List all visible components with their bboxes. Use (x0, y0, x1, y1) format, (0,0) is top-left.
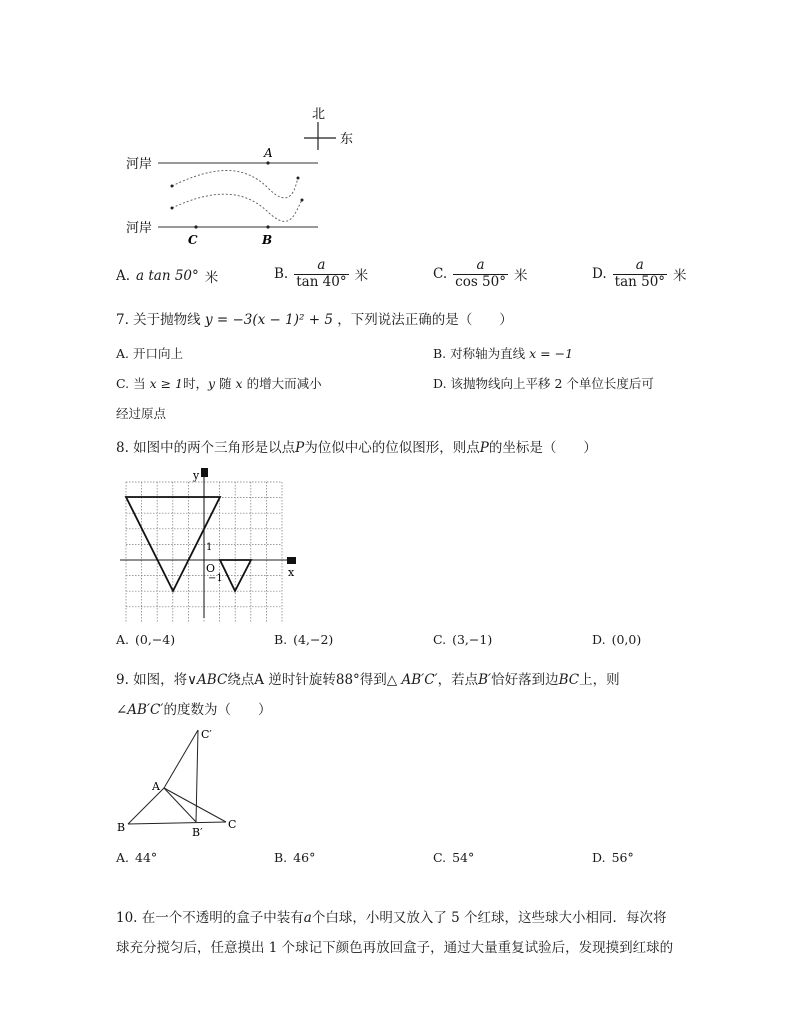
point-b-label: B (262, 233, 273, 247)
segment-ac (164, 788, 226, 822)
y-axis-label: y (193, 469, 200, 482)
q7-option-a[interactable]: A. 开口向上 (116, 346, 183, 361)
segment-bc (128, 822, 226, 824)
option-unit: 米 (354, 268, 369, 285)
river-curve-lower (172, 194, 302, 221)
q9-option-c[interactable]: C. 54° (433, 850, 475, 865)
compass-icon (304, 122, 336, 150)
option-letter: A. (116, 268, 131, 284)
river-dot (171, 207, 174, 210)
option-unit: 米 (204, 270, 219, 286)
q9-option-a[interactable]: A. 44° (116, 850, 158, 865)
bank-bottom-label: 河岸 (126, 221, 153, 236)
label-b-prime: B′ (192, 826, 203, 839)
q7-option-b[interactable]: B. 对称轴为直线 x = −1 (433, 346, 574, 361)
segment-ab (128, 788, 164, 824)
label-b: B (117, 821, 126, 834)
q7-option-c[interactable]: C. 当 x ≥ 1时，y 随 x 的增大而减小 (116, 376, 322, 391)
compass-east-label: 东 (340, 132, 354, 147)
q9-rotation-figure (112, 724, 252, 840)
q6-option-d[interactable] (592, 258, 687, 290)
label-a: A (152, 780, 160, 793)
q6-option-c[interactable] (433, 258, 527, 290)
q6-option-a[interactable] (116, 266, 218, 286)
option-letter: D. (592, 266, 607, 283)
bank-top-label: 河岸 (126, 157, 153, 172)
q8-option-c[interactable]: C. (3,−1) (433, 632, 493, 647)
q9-option-d[interactable]: D. 56° (592, 850, 634, 865)
option-fraction: $\frac{a}{\cos 50^\circ}$ (455, 257, 506, 290)
q8-grid-figure (118, 466, 304, 622)
point-c-dot (194, 225, 197, 228)
option-letter: C. (433, 266, 448, 283)
q7-option-d[interactable]: D. 该抛物线向上平移 2 个单位长度后可 (433, 376, 654, 391)
q9-stem-line1: 9. 如图，将∨ABC绕点A 逆时针旋转88°得到△ AB′C′，若点B′恰好落到边BC上，则 (116, 672, 620, 688)
q6-option-b[interactable] (274, 258, 368, 290)
q10-stem-line2: 球充分搅匀后，任意摸出 1 个球记下颜色再放回盒子，通过大量重复试验后，发现摸到红球的 (116, 940, 674, 956)
compass-north-label: 北 (312, 107, 326, 122)
river-dot (171, 185, 174, 188)
point-c-label: C (188, 233, 198, 247)
q7-formula: y = −3(x − 1)² + 5 (204, 312, 333, 328)
option-unit: 米 (673, 268, 687, 285)
option-expression: a tan 50° (136, 268, 199, 284)
q8-option-d[interactable]: D. (0,0) (592, 632, 642, 647)
label-c: C (228, 818, 237, 831)
option-fraction: $\frac{a}{\tan 40^\circ}$ (296, 257, 347, 290)
river-dot (301, 199, 304, 202)
segment-bpcp (196, 730, 198, 822)
q8-option-a[interactable]: A. (0,−4) (116, 632, 176, 647)
point-b-dot (266, 225, 269, 228)
q10-stem-line1: 10. 在一个不透明的盒子中装有a个白球，小明又放入了 5 个红球，这些球大小相同．每次将 (116, 910, 667, 926)
q9-stem-line2: ∠AB′C′的度数为（ ） (116, 702, 272, 718)
q9-option-b[interactable]: B. 46° (274, 850, 316, 865)
origin-label: O (206, 562, 216, 575)
option-letter: B. (274, 266, 289, 283)
point-a-dot (266, 161, 269, 164)
river-curve-upper (172, 170, 298, 197)
segment-abp (164, 788, 196, 822)
y-axis-arrow-icon (201, 468, 208, 477)
river-figure (120, 100, 370, 250)
q7-option-d-continuation: 经过原点 (116, 406, 167, 421)
q7-stem: 7. 关于抛物线 y = −3(x − 1)² + 5 ，下列说法正确的是（ ） (116, 312, 513, 328)
x-axis-label: x (288, 566, 295, 579)
tick-label-1: 1 (206, 542, 213, 553)
label-c-prime: C′ (201, 728, 212, 741)
q8-option-b[interactable]: B. (4,−2) (274, 632, 334, 647)
x-axis-arrow-icon (287, 557, 296, 564)
segment-acp (164, 730, 198, 788)
q8-stem: 8. 如图中的两个三角形是以点P为位似中心的位似图形，则点P的坐标是（ ） (116, 440, 597, 456)
option-fraction: $\frac{a}{\tan 50^\circ}$ (614, 257, 666, 290)
q7-b-formula: x = −1 (529, 346, 574, 361)
tick-label-neg1: −1 (208, 573, 223, 584)
option-unit: 米 (513, 268, 528, 285)
river-dot (297, 177, 300, 180)
point-a-label: A (264, 146, 273, 160)
